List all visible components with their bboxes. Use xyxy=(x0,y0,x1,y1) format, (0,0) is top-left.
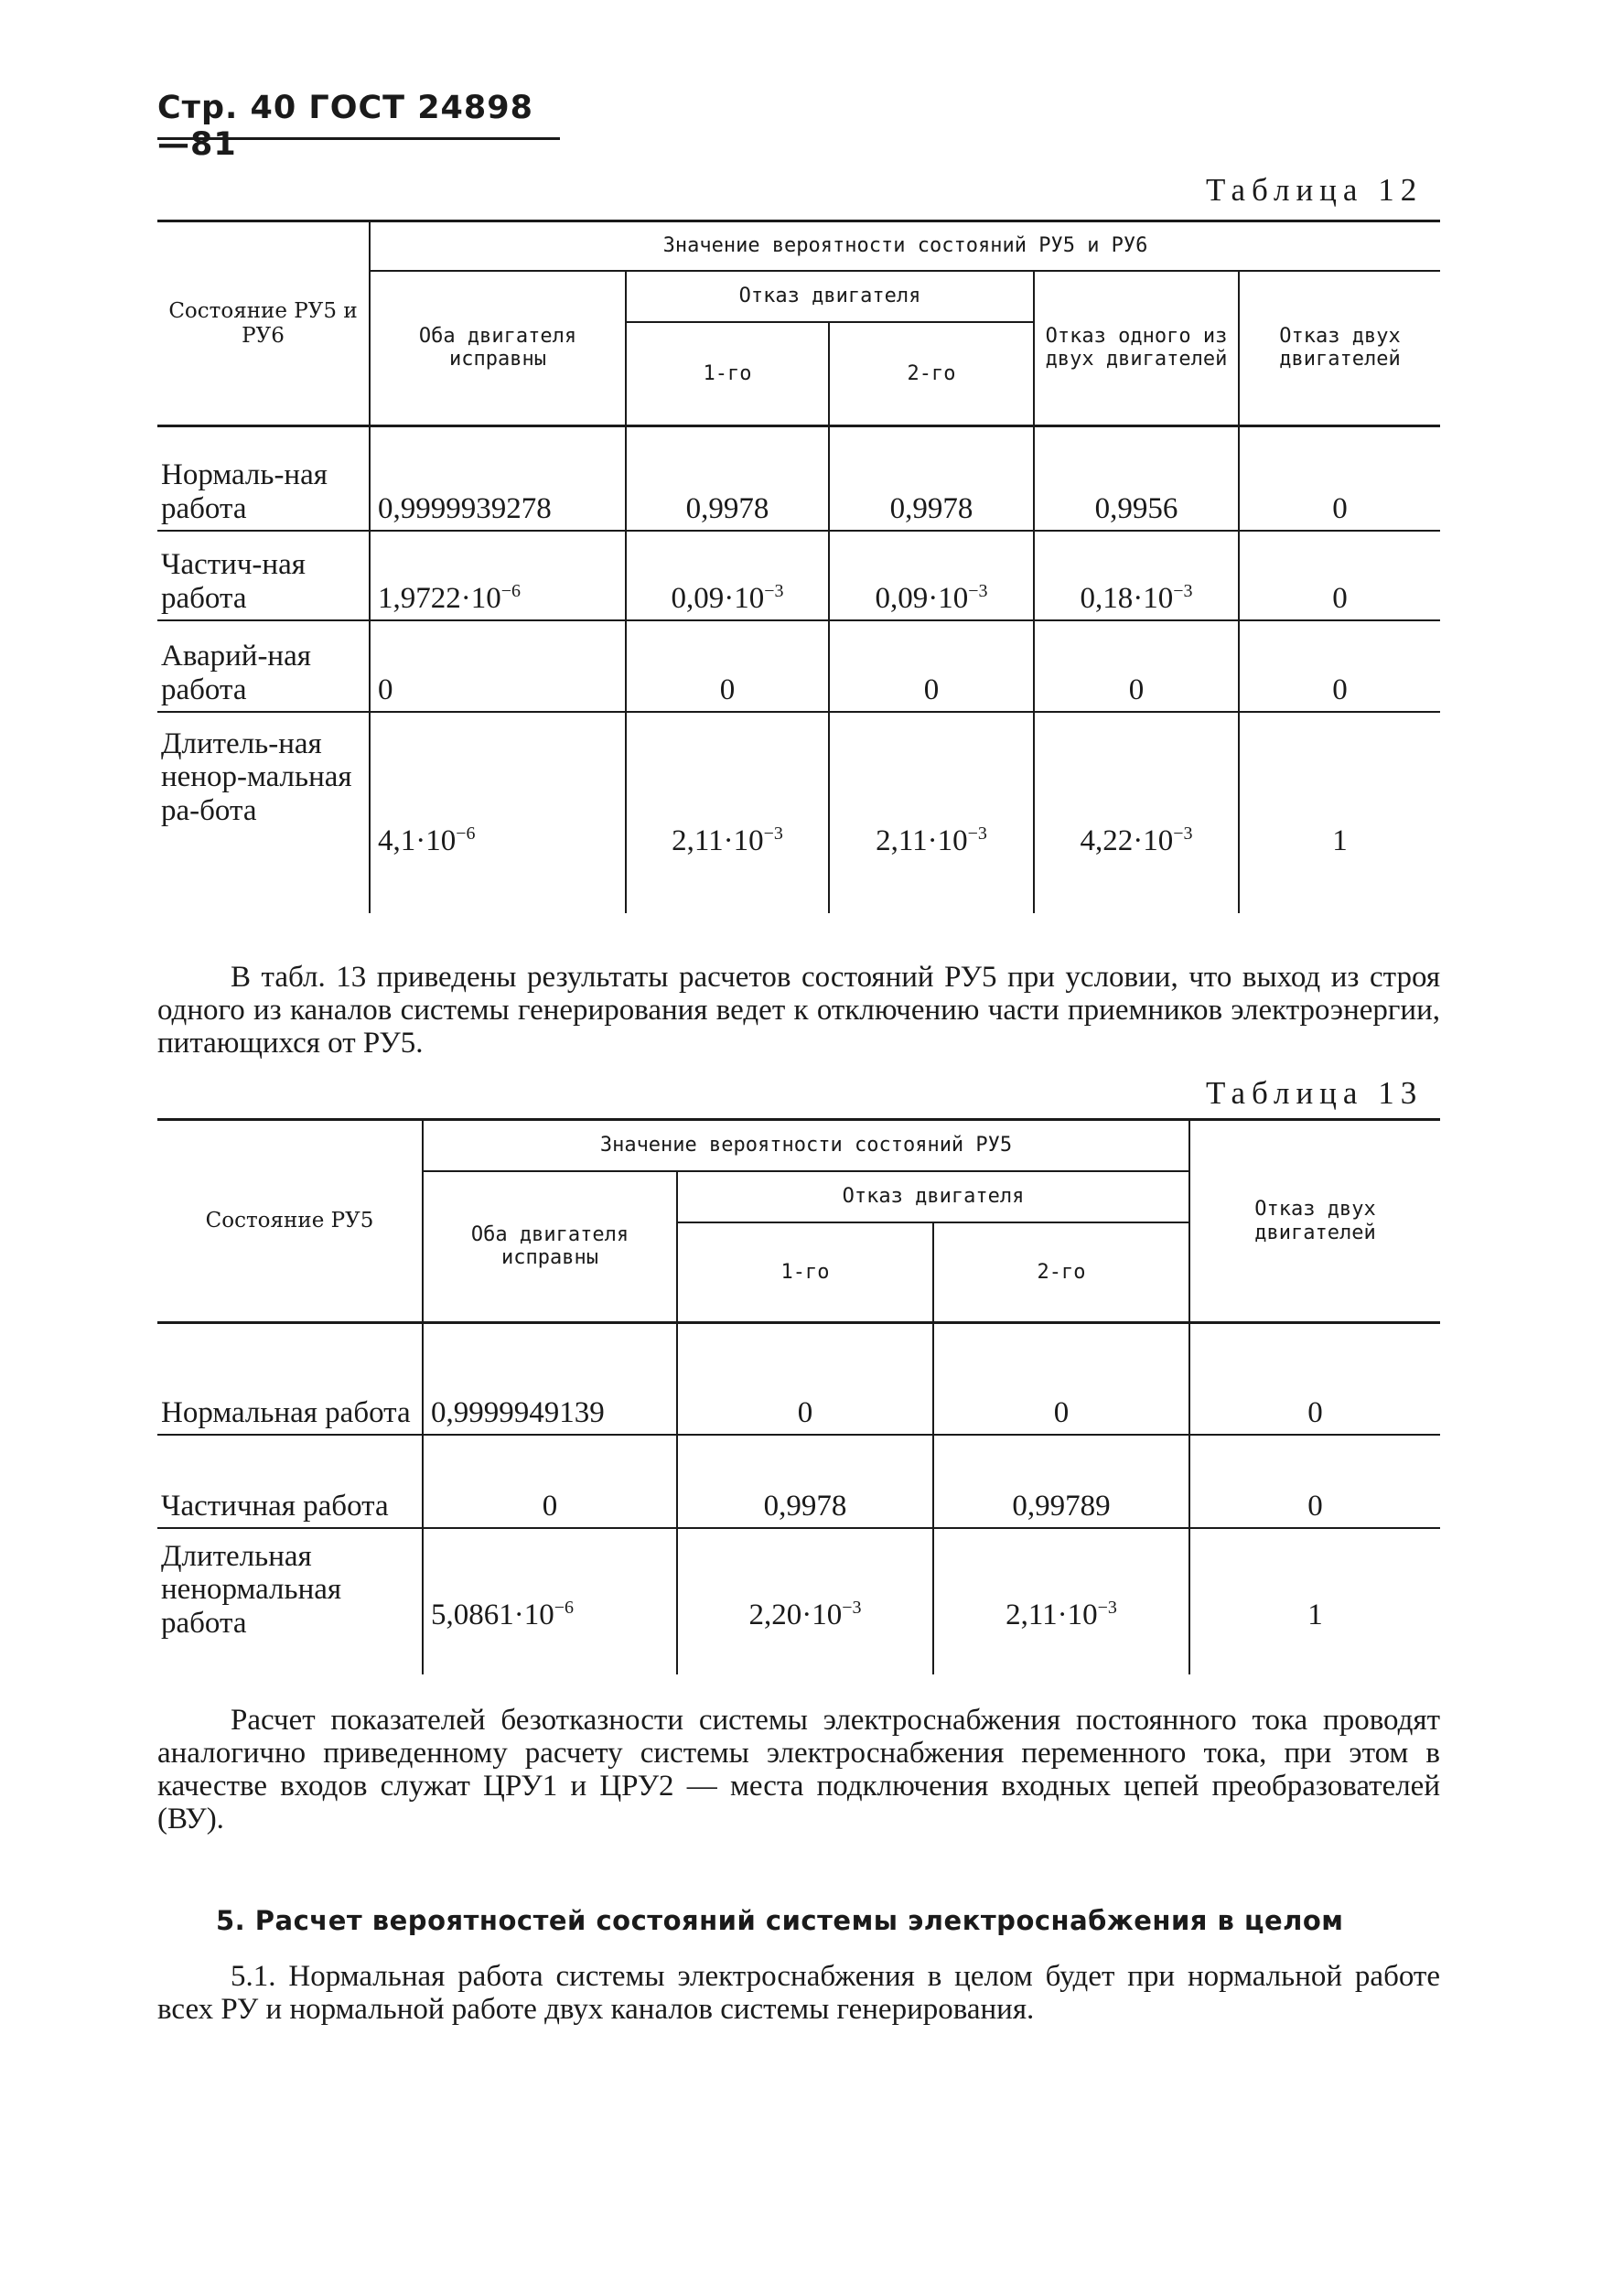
section-5-heading: 5. Расчет вероятностей состояний системы электроснабжения в целом xyxy=(216,1905,1344,1936)
cell-one-of-two: 0 xyxy=(1034,620,1239,712)
table-row xyxy=(157,1528,1440,1674)
table12-col-one-of-two: Отказ одного из двух двигателей xyxy=(1034,271,1239,426)
cell-two: 1 xyxy=(1189,1528,1440,1674)
paragraph-3: 5.1. Нормальная работа системы электроснабжения в целом будет при нормальной работе всех РУ и нормальной работе двух каналов системы генерирования. xyxy=(157,1960,1440,2026)
cell-second: 0 xyxy=(829,620,1034,712)
table12-group-header: Значение вероятности состояний РУ5 и РУ6 xyxy=(370,221,1440,271)
paragraph-1: В табл. 13 приведены результаты расчетов состояний РУ5 при условии, что выход из строя одного из каналов системы генерирования ведет к отключению части приемников электроэнергии, питающихся от РУ5. xyxy=(157,961,1440,1060)
table12-col-both-ok: Оба двигателя исправны xyxy=(370,271,626,426)
header-rule xyxy=(157,137,560,140)
cell-first: 0,9978 xyxy=(677,1435,933,1528)
table12-state-header: Состояние РУ5 и РУ6 xyxy=(157,221,370,426)
cell-both: 0,9999939278 xyxy=(370,426,626,531)
page-header xyxy=(157,90,560,163)
row-label: Аварий-ная работа xyxy=(157,620,370,712)
table12-col-second: 2-го xyxy=(829,322,1034,426)
table-13 xyxy=(157,1118,1440,1674)
cell-both: $1,9722\cdot 10^{-6}$ xyxy=(370,531,626,620)
cell-second: 0,9978 xyxy=(829,426,1034,531)
cell-first: $0,09\cdot 10^{-3}$ xyxy=(626,531,829,620)
table-row xyxy=(157,426,1440,531)
cell-first: $2,20\cdot 10^{-3}$ xyxy=(677,1528,933,1674)
cell-two: 0 xyxy=(1189,1435,1440,1528)
table-row xyxy=(157,1435,1440,1528)
table12-col-first: 1-го xyxy=(626,322,829,426)
table12-col-two: Отказ двух двигателей xyxy=(1239,271,1440,426)
cell-second: $2,11\cdot 10^{-3}$ xyxy=(829,712,1034,913)
cell-first: 0 xyxy=(626,620,829,712)
cell-both: $4,1\cdot 10^{-6}$ xyxy=(370,712,626,913)
row-label: Длитель-ная ненор-мальная ра-бота xyxy=(161,727,352,828)
table-row xyxy=(157,1323,1440,1435)
table-row xyxy=(157,531,1440,620)
cell-one-of-two: $0,18\cdot 10^{-3}$ xyxy=(1034,531,1239,620)
cell-both: 0 xyxy=(423,1435,677,1528)
table13-state-header: Состояние РУ5 xyxy=(157,1120,423,1323)
cell-second: $0,09\cdot 10^{-3}$ xyxy=(829,531,1034,620)
table13-col-two: Отказ двух двигателей xyxy=(1189,1120,1440,1323)
cell-second: 0,99789 xyxy=(933,1435,1189,1528)
table12-caption: Таблица 12 xyxy=(1206,172,1424,208)
table13-caption: Таблица 13 xyxy=(1206,1075,1424,1111)
cell-second: 0 xyxy=(933,1323,1189,1435)
cell-one-of-two: $4,22\cdot 10^{-3}$ xyxy=(1034,712,1239,913)
table13-col-both-ok: Оба двигателя исправны xyxy=(423,1171,677,1323)
row-label: Частич-ная работа xyxy=(157,531,370,620)
cell-two: 0 xyxy=(1239,426,1440,531)
table12-col-engine-fail: Отказ двигателя xyxy=(626,271,1034,322)
table-row xyxy=(157,712,1440,913)
table13-col-first: 1-го xyxy=(677,1222,933,1323)
cell-two: 0 xyxy=(1239,531,1440,620)
cell-second: $2,11\cdot 10^{-3}$ xyxy=(933,1528,1189,1674)
cell-both: $5,0861\cdot 10^{-6}$ xyxy=(423,1528,677,1674)
row-label: Частичная работа xyxy=(157,1435,423,1528)
cell-first: 0,9978 xyxy=(626,426,829,531)
table-12 xyxy=(157,220,1440,913)
cell-two: 1 xyxy=(1239,712,1440,913)
row-label: Нормальная работа xyxy=(157,1323,423,1435)
table13-col-engine-fail: Отказ двигателя xyxy=(677,1171,1189,1222)
row-label: Нормаль-ная работа xyxy=(157,426,370,531)
cell-two: 0 xyxy=(1239,620,1440,712)
header-text: Стр. 40 ГОСТ 24898—81 xyxy=(157,90,533,163)
row-label: Длительная ненормальная работа xyxy=(161,1539,342,1641)
table13-col-second: 2-го xyxy=(933,1222,1189,1323)
cell-both: 0 xyxy=(370,620,626,712)
paragraph-2: Расчет показателей безотказности системы электроснабжения постоянного тока проводят аналогично приведенному расчету системы электроснабжения переменного тока, при этом в качестве входов служат ЦРУ1 и ЦРУ2 — места подключения входных цепей преобразователей (ВУ). xyxy=(157,1704,1440,1835)
cell-both: 0,9999949139 xyxy=(423,1323,677,1435)
table13-group-header: Значение вероятности состояний РУ5 xyxy=(423,1120,1189,1171)
cell-first: $2,11\cdot 10^{-3}$ xyxy=(626,712,829,913)
cell-one-of-two: 0,9956 xyxy=(1034,426,1239,531)
table-row xyxy=(157,620,1440,712)
cell-two: 0 xyxy=(1189,1323,1440,1435)
cell-first: 0 xyxy=(677,1323,933,1435)
